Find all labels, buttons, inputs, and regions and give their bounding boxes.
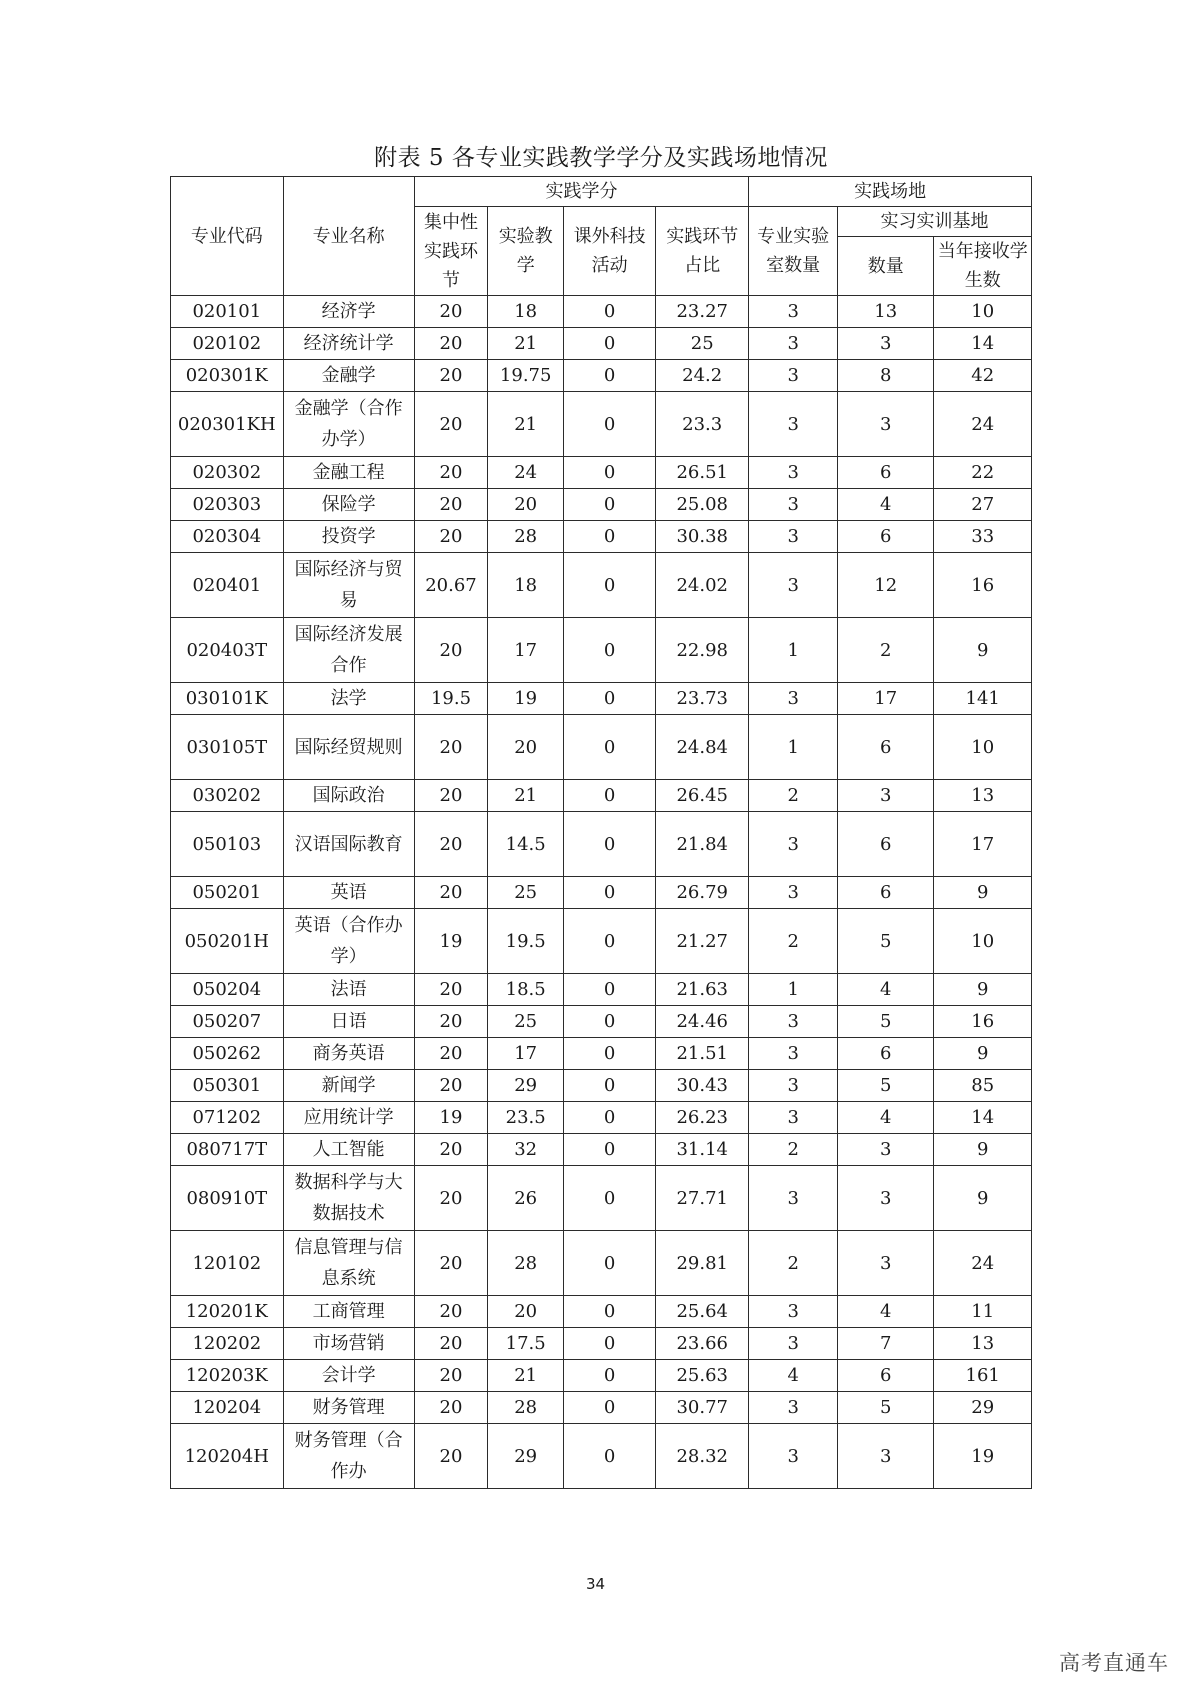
name-cell: 汉语国际教育 — [283, 812, 414, 877]
base-count-cell: 12 — [838, 553, 934, 618]
concentrated-cell: 20 — [414, 1166, 488, 1231]
students-cell: 141 — [934, 683, 1032, 715]
experiment-cell: 20 — [488, 1296, 564, 1328]
base-count-cell: 4 — [838, 974, 934, 1006]
students-cell: 161 — [934, 1360, 1032, 1392]
lab-count-cell: 3 — [749, 877, 838, 909]
lab-count-cell: 3 — [749, 360, 838, 392]
page-number: 34 — [585, 1575, 606, 1593]
students-cell: 29 — [934, 1392, 1032, 1424]
extracurricular-cell: 0 — [564, 1070, 656, 1102]
base-count-cell: 3 — [838, 392, 934, 457]
name-cell: 英语 — [283, 877, 414, 909]
base-count-cell: 6 — [838, 457, 934, 489]
header-base-count: 数量 — [838, 237, 934, 296]
experiment-cell: 24 — [488, 457, 564, 489]
code-cell: 120204 — [171, 1392, 284, 1424]
lab-count-cell: 3 — [749, 1424, 838, 1489]
lab-count-cell: 3 — [749, 457, 838, 489]
table-row — [171, 812, 1032, 877]
base-count-cell: 7 — [838, 1328, 934, 1360]
extracurricular-cell: 0 — [564, 683, 656, 715]
header-ratio: 实践环节占比 — [656, 207, 749, 296]
ratio-cell: 24.84 — [656, 715, 749, 780]
concentrated-cell: 20.67 — [414, 553, 488, 618]
students-cell: 16 — [934, 553, 1032, 618]
experiment-cell: 18.5 — [488, 974, 564, 1006]
name-cell: 日语 — [283, 1006, 414, 1038]
ratio-cell: 22.98 — [656, 618, 749, 683]
code-cell: 020101 — [171, 296, 284, 328]
experiment-cell: 26 — [488, 1166, 564, 1231]
lab-count-cell: 3 — [749, 296, 838, 328]
table-row — [171, 618, 1032, 683]
base-count-cell: 6 — [838, 715, 934, 780]
table-row — [171, 392, 1032, 457]
concentrated-cell: 20 — [414, 877, 488, 909]
ratio-cell: 21.51 — [656, 1038, 749, 1070]
ratio-cell: 30.38 — [656, 521, 749, 553]
table-row — [171, 877, 1032, 909]
ratio-cell: 29.81 — [656, 1231, 749, 1296]
concentrated-cell: 20 — [414, 618, 488, 683]
ratio-cell: 24.02 — [656, 553, 749, 618]
code-cell: 020102 — [171, 328, 284, 360]
practice-credits-table — [170, 176, 1032, 1489]
code-cell: 120204H — [171, 1424, 284, 1489]
experiment-cell: 32 — [488, 1134, 564, 1166]
ratio-cell: 26.45 — [656, 780, 749, 812]
students-cell: 9 — [934, 1166, 1032, 1231]
concentrated-cell: 20 — [414, 457, 488, 489]
table-body — [171, 296, 1032, 1489]
lab-count-cell: 2 — [749, 909, 838, 974]
code-cell: 020301KH — [171, 392, 284, 457]
lab-count-cell: 1 — [749, 974, 838, 1006]
code-cell: 050103 — [171, 812, 284, 877]
name-cell: 英语（合作办学） — [283, 909, 414, 974]
extracurricular-cell: 0 — [564, 521, 656, 553]
extracurricular-cell: 0 — [564, 1166, 656, 1231]
ratio-cell: 21.63 — [656, 974, 749, 1006]
table-row — [171, 360, 1032, 392]
code-cell: 120202 — [171, 1328, 284, 1360]
experiment-cell: 21 — [488, 780, 564, 812]
lab-count-cell: 3 — [749, 489, 838, 521]
concentrated-cell: 20 — [414, 1134, 488, 1166]
code-cell: 120201K — [171, 1296, 284, 1328]
extracurricular-cell: 0 — [564, 328, 656, 360]
ratio-cell: 27.71 — [656, 1166, 749, 1231]
extracurricular-cell: 0 — [564, 392, 656, 457]
base-count-cell: 4 — [838, 1296, 934, 1328]
name-cell: 应用统计学 — [283, 1102, 414, 1134]
base-count-cell: 5 — [838, 1006, 934, 1038]
experiment-cell: 17 — [488, 1038, 564, 1070]
experiment-cell: 23.5 — [488, 1102, 564, 1134]
table-row — [171, 1070, 1032, 1102]
extracurricular-cell: 0 — [564, 1134, 656, 1166]
header-students: 当年接收学生数 — [934, 237, 1032, 296]
base-count-cell: 3 — [838, 1231, 934, 1296]
table-row — [171, 1328, 1032, 1360]
table-row — [171, 1006, 1032, 1038]
students-cell: 13 — [934, 1328, 1032, 1360]
experiment-cell: 28 — [488, 1231, 564, 1296]
extracurricular-cell: 0 — [564, 780, 656, 812]
code-cell: 020302 — [171, 457, 284, 489]
extracurricular-cell: 0 — [564, 909, 656, 974]
extracurricular-cell: 0 — [564, 1296, 656, 1328]
table-row — [171, 715, 1032, 780]
table-row — [171, 780, 1032, 812]
extracurricular-cell: 0 — [564, 1392, 656, 1424]
extracurricular-cell: 0 — [564, 553, 656, 618]
concentrated-cell: 20 — [414, 1006, 488, 1038]
name-cell: 会计学 — [283, 1360, 414, 1392]
ratio-cell: 25.64 — [656, 1296, 749, 1328]
base-count-cell: 8 — [838, 360, 934, 392]
table-row — [171, 296, 1032, 328]
lab-count-cell: 4 — [749, 1360, 838, 1392]
ratio-cell: 23.66 — [656, 1328, 749, 1360]
concentrated-cell: 20 — [414, 360, 488, 392]
experiment-cell: 25 — [488, 1006, 564, 1038]
lab-count-cell: 3 — [749, 812, 838, 877]
name-cell: 金融学 — [283, 360, 414, 392]
name-cell: 国际政治 — [283, 780, 414, 812]
ratio-cell: 24.2 — [656, 360, 749, 392]
students-cell: 14 — [934, 328, 1032, 360]
ratio-cell: 21.27 — [656, 909, 749, 974]
ratio-cell: 24.46 — [656, 1006, 749, 1038]
base-count-cell: 4 — [838, 489, 934, 521]
concentrated-cell: 20 — [414, 1328, 488, 1360]
students-cell: 27 — [934, 489, 1032, 521]
name-cell: 保险学 — [283, 489, 414, 521]
code-cell: 050204 — [171, 974, 284, 1006]
ratio-cell: 23.73 — [656, 683, 749, 715]
concentrated-cell: 19.5 — [414, 683, 488, 715]
experiment-cell: 19 — [488, 683, 564, 715]
code-cell: 080910T — [171, 1166, 284, 1231]
table-row — [171, 909, 1032, 974]
base-count-cell: 2 — [838, 618, 934, 683]
base-count-cell: 6 — [838, 877, 934, 909]
ratio-cell: 21.84 — [656, 812, 749, 877]
concentrated-cell: 20 — [414, 489, 488, 521]
lab-count-cell: 2 — [749, 1231, 838, 1296]
name-cell: 工商管理 — [283, 1296, 414, 1328]
code-cell: 020303 — [171, 489, 284, 521]
name-cell: 法语 — [283, 974, 414, 1006]
extracurricular-cell: 0 — [564, 812, 656, 877]
extracurricular-cell: 0 — [564, 1102, 656, 1134]
name-cell: 国际经济与贸易 — [283, 553, 414, 618]
base-count-cell: 6 — [838, 1038, 934, 1070]
experiment-cell: 19.75 — [488, 360, 564, 392]
code-cell: 071202 — [171, 1102, 284, 1134]
lab-count-cell: 3 — [749, 521, 838, 553]
lab-count-cell: 3 — [749, 392, 838, 457]
concentrated-cell: 20 — [414, 1360, 488, 1392]
code-cell: 020301K — [171, 360, 284, 392]
base-count-cell: 6 — [838, 1360, 934, 1392]
experiment-cell: 20 — [488, 489, 564, 521]
header-credits-group: 实践学分 — [414, 177, 749, 207]
students-cell: 22 — [934, 457, 1032, 489]
extracurricular-cell: 0 — [564, 974, 656, 1006]
ratio-cell: 26.51 — [656, 457, 749, 489]
concentrated-cell: 20 — [414, 1070, 488, 1102]
experiment-cell: 21 — [488, 392, 564, 457]
lab-count-cell: 3 — [749, 1038, 838, 1070]
lab-count-cell: 3 — [749, 683, 838, 715]
students-cell: 16 — [934, 1006, 1032, 1038]
base-count-cell: 3 — [838, 780, 934, 812]
ratio-cell: 30.77 — [656, 1392, 749, 1424]
ratio-cell: 23.27 — [656, 296, 749, 328]
base-count-cell: 3 — [838, 328, 934, 360]
table-row — [171, 553, 1032, 618]
concentrated-cell: 20 — [414, 974, 488, 1006]
table-row — [171, 1231, 1032, 1296]
name-cell: 数据科学与大数据技术 — [283, 1166, 414, 1231]
base-count-cell: 5 — [838, 1392, 934, 1424]
base-count-cell: 13 — [838, 296, 934, 328]
experiment-cell: 28 — [488, 521, 564, 553]
table-row — [171, 1296, 1032, 1328]
concentrated-cell: 20 — [414, 1392, 488, 1424]
students-cell: 17 — [934, 812, 1032, 877]
extracurricular-cell: 0 — [564, 618, 656, 683]
base-count-cell: 3 — [838, 1134, 934, 1166]
base-count-cell: 3 — [838, 1424, 934, 1489]
students-cell: 10 — [934, 715, 1032, 780]
name-cell: 市场营销 — [283, 1328, 414, 1360]
name-cell: 新闻学 — [283, 1070, 414, 1102]
lab-count-cell: 3 — [749, 1006, 838, 1038]
table-row — [171, 489, 1032, 521]
concentrated-cell: 20 — [414, 715, 488, 780]
students-cell: 11 — [934, 1296, 1032, 1328]
students-cell: 9 — [934, 974, 1032, 1006]
students-cell: 24 — [934, 392, 1032, 457]
experiment-cell: 28 — [488, 1392, 564, 1424]
base-count-cell: 4 — [838, 1102, 934, 1134]
code-cell: 020304 — [171, 521, 284, 553]
name-cell: 商务英语 — [283, 1038, 414, 1070]
code-cell: 030202 — [171, 780, 284, 812]
extracurricular-cell: 0 — [564, 1038, 656, 1070]
experiment-cell: 17.5 — [488, 1328, 564, 1360]
concentrated-cell: 20 — [414, 1231, 488, 1296]
students-cell: 10 — [934, 909, 1032, 974]
code-cell: 080717T — [171, 1134, 284, 1166]
lab-count-cell: 3 — [749, 1296, 838, 1328]
name-cell: 国际经贸规则 — [283, 715, 414, 780]
concentrated-cell: 20 — [414, 521, 488, 553]
lab-count-cell: 3 — [749, 553, 838, 618]
table-row — [171, 328, 1032, 360]
code-cell: 050201 — [171, 877, 284, 909]
lab-count-cell: 3 — [749, 1328, 838, 1360]
concentrated-cell: 20 — [414, 780, 488, 812]
code-cell: 050301 — [171, 1070, 284, 1102]
base-count-cell: 5 — [838, 909, 934, 974]
ratio-cell: 25 — [656, 328, 749, 360]
table-row — [171, 974, 1032, 1006]
header-name: 专业名称 — [283, 177, 414, 296]
header-experiment: 实验教学 — [488, 207, 564, 296]
code-cell: 050207 — [171, 1006, 284, 1038]
concentrated-cell: 20 — [414, 296, 488, 328]
name-cell: 投资学 — [283, 521, 414, 553]
name-cell: 金融工程 — [283, 457, 414, 489]
experiment-cell: 17 — [488, 618, 564, 683]
students-cell: 14 — [934, 1102, 1032, 1134]
ratio-cell: 31.14 — [656, 1134, 749, 1166]
concentrated-cell: 20 — [414, 1424, 488, 1489]
concentrated-cell: 20 — [414, 1296, 488, 1328]
ratio-cell: 26.23 — [656, 1102, 749, 1134]
table-row — [171, 1166, 1032, 1231]
table-row — [171, 683, 1032, 715]
lab-count-cell: 2 — [749, 1134, 838, 1166]
watermark: 高考直通车 — [1059, 1651, 1169, 1675]
students-cell: 24 — [934, 1231, 1032, 1296]
code-cell: 030105T — [171, 715, 284, 780]
extracurricular-cell: 0 — [564, 877, 656, 909]
base-count-cell: 17 — [838, 683, 934, 715]
extracurricular-cell: 0 — [564, 489, 656, 521]
ratio-cell: 23.3 — [656, 392, 749, 457]
table-row — [171, 1424, 1032, 1489]
extracurricular-cell: 0 — [564, 1424, 656, 1489]
ratio-cell: 25.63 — [656, 1360, 749, 1392]
code-cell: 030101K — [171, 683, 284, 715]
name-cell: 信息管理与信息系统 — [283, 1231, 414, 1296]
table-row — [171, 457, 1032, 489]
concentrated-cell: 19 — [414, 1102, 488, 1134]
name-cell: 金融学（合作办学） — [283, 392, 414, 457]
name-cell: 财务管理 — [283, 1392, 414, 1424]
students-cell: 13 — [934, 780, 1032, 812]
experiment-cell: 20 — [488, 715, 564, 780]
page-title: 附表 5 各专业实践教学学分及实践场地情况 — [374, 145, 828, 171]
extracurricular-cell: 0 — [564, 715, 656, 780]
lab-count-cell: 3 — [749, 1392, 838, 1424]
header-base-group: 实习实训基地 — [838, 207, 1032, 237]
experiment-cell: 25 — [488, 877, 564, 909]
base-count-cell: 6 — [838, 521, 934, 553]
students-cell: 9 — [934, 1134, 1032, 1166]
students-cell: 9 — [934, 1038, 1032, 1070]
code-cell: 020401 — [171, 553, 284, 618]
extracurricular-cell: 0 — [564, 1360, 656, 1392]
base-count-cell: 6 — [838, 812, 934, 877]
extracurricular-cell: 0 — [564, 1328, 656, 1360]
lab-count-cell: 1 — [749, 618, 838, 683]
table-row — [171, 1392, 1032, 1424]
students-cell: 19 — [934, 1424, 1032, 1489]
name-cell: 法学 — [283, 683, 414, 715]
concentrated-cell: 20 — [414, 392, 488, 457]
experiment-cell: 21 — [488, 1360, 564, 1392]
extracurricular-cell: 0 — [564, 457, 656, 489]
experiment-cell: 14.5 — [488, 812, 564, 877]
header-lab-count: 专业实验室数量 — [749, 207, 838, 296]
lab-count-cell: 3 — [749, 1070, 838, 1102]
lab-count-cell: 3 — [749, 1166, 838, 1231]
experiment-cell: 21 — [488, 328, 564, 360]
table-row — [171, 1102, 1032, 1134]
students-cell: 85 — [934, 1070, 1032, 1102]
base-count-cell: 3 — [838, 1166, 934, 1231]
name-cell: 国际经济发展合作 — [283, 618, 414, 683]
header-venue-group: 实践场地 — [749, 177, 1032, 207]
concentrated-cell: 19 — [414, 909, 488, 974]
extracurricular-cell: 0 — [564, 296, 656, 328]
code-cell: 120203K — [171, 1360, 284, 1392]
lab-count-cell: 3 — [749, 328, 838, 360]
lab-count-cell: 1 — [749, 715, 838, 780]
base-count-cell: 5 — [838, 1070, 934, 1102]
concentrated-cell: 20 — [414, 328, 488, 360]
name-cell: 经济学 — [283, 296, 414, 328]
code-cell: 120102 — [171, 1231, 284, 1296]
table-row — [171, 1360, 1032, 1392]
header-concentrated: 集中性实践环节 — [414, 207, 488, 296]
extracurricular-cell: 0 — [564, 1231, 656, 1296]
code-cell: 020403T — [171, 618, 284, 683]
extracurricular-cell: 0 — [564, 1006, 656, 1038]
experiment-cell: 29 — [488, 1424, 564, 1489]
students-cell: 33 — [934, 521, 1032, 553]
code-cell: 050262 — [171, 1038, 284, 1070]
name-cell: 经济统计学 — [283, 328, 414, 360]
table-row — [171, 1134, 1032, 1166]
name-cell: 财务管理（合作办 — [283, 1424, 414, 1489]
concentrated-cell: 20 — [414, 1038, 488, 1070]
experiment-cell: 18 — [488, 553, 564, 618]
ratio-cell: 26.79 — [656, 877, 749, 909]
experiment-cell: 18 — [488, 296, 564, 328]
lab-count-cell: 3 — [749, 1102, 838, 1134]
concentrated-cell: 20 — [414, 812, 488, 877]
students-cell: 10 — [934, 296, 1032, 328]
table-row — [171, 521, 1032, 553]
students-cell: 42 — [934, 360, 1032, 392]
lab-count-cell: 2 — [749, 780, 838, 812]
table-row — [171, 1038, 1032, 1070]
students-cell: 9 — [934, 877, 1032, 909]
students-cell: 9 — [934, 618, 1032, 683]
header-extracurricular: 课外科技活动 — [564, 207, 656, 296]
header-code: 专业代码 — [171, 177, 284, 296]
ratio-cell: 25.08 — [656, 489, 749, 521]
ratio-cell: 30.43 — [656, 1070, 749, 1102]
experiment-cell: 19.5 — [488, 909, 564, 974]
code-cell: 050201H — [171, 909, 284, 974]
ratio-cell: 28.32 — [656, 1424, 749, 1489]
name-cell: 人工智能 — [283, 1134, 414, 1166]
experiment-cell: 29 — [488, 1070, 564, 1102]
extracurricular-cell: 0 — [564, 360, 656, 392]
